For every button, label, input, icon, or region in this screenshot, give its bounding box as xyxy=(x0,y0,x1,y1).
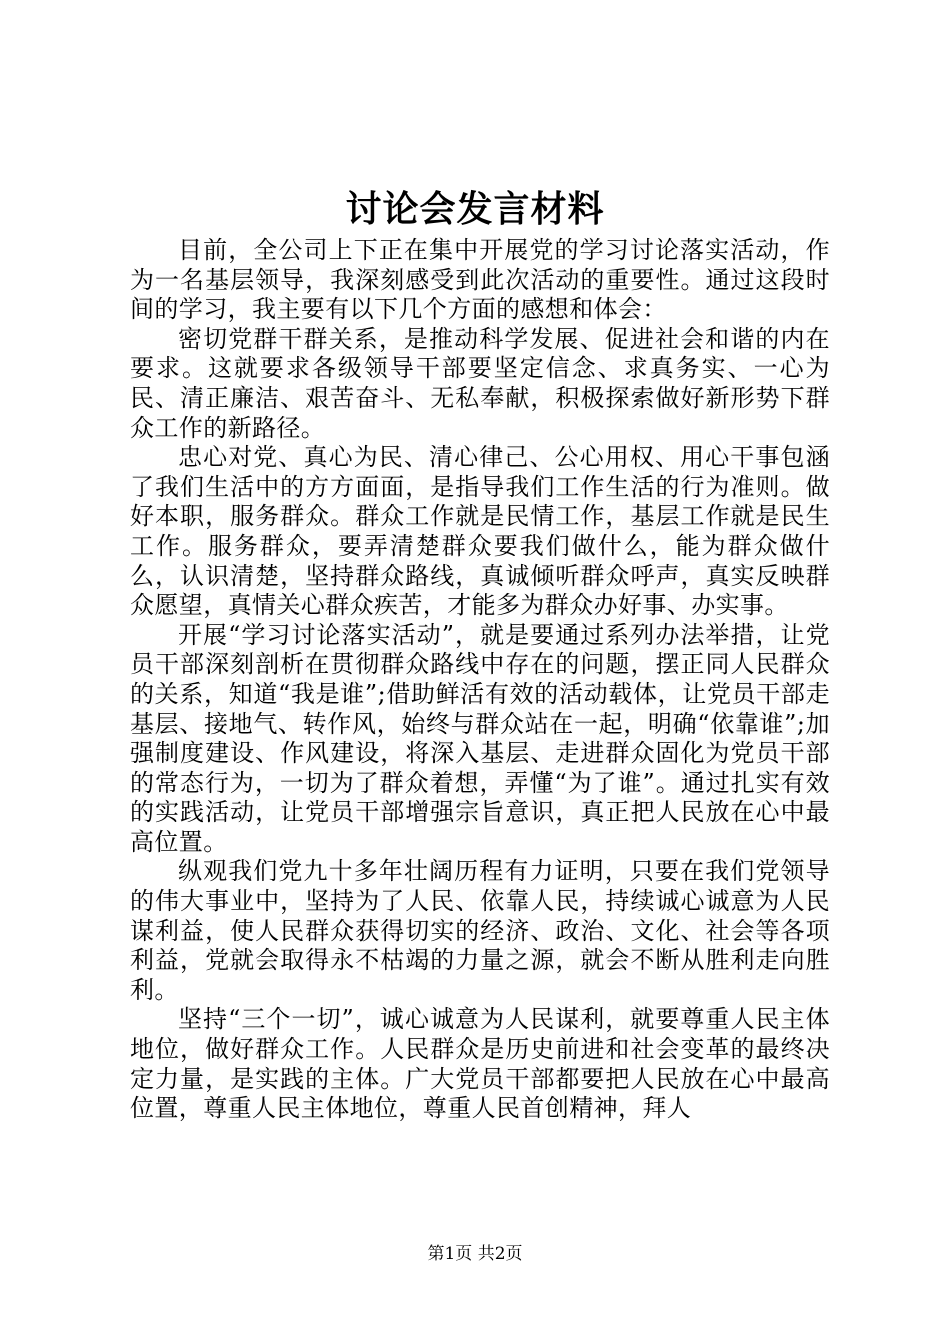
paragraph-2: 密切党群干群关系，是推动科学发展、促进社会和谐的内在要求。这就要求各级领导干部要坚定信念、求真务实、一心为民、清正廉洁、艰苦奋斗、无私奉献，积极探索做好新形势下群众工作的新路径。 xyxy=(130,324,830,442)
page-number-footer: 第1页 共2页 xyxy=(427,1244,523,1264)
paragraph-6: 坚持“三个一切”，诚心诚意为人民谋利，就要尊重人民主体地位，做好群众工作。人民群众是历史前进和社会变革的最终决定力量，是实践的主体。广大党员干部都要把人民放在心中最高位置，尊重人民主体地位，尊重人民首创精神，拜人 xyxy=(130,1005,830,1123)
paragraph-1: 目前，全公司上下正在集中开展党的学习讨论落实活动，作为一名基层领导，我深刻感受到此次活动的重要性。通过这段时间的学习，我主要有以下几个方面的感想和体会： xyxy=(130,236,830,324)
paragraph-5: 纵观我们党九十多年壮阔历程有力证明，只要在我们党领导的伟大事业中，坚持为了人民、依靠人民，持续诚心诚意为人民谋利益，使人民群众获得切实的经济、政治、文化、社会等各项利益，党就会取得永不枯竭的力量之源，就会不断从胜利走向胜利。 xyxy=(130,857,830,1004)
document-title: 讨论会发言材料 xyxy=(345,188,605,230)
paragraph-4: 开展“学习讨论落实活动”，就是要通过系列办法举措，让党员干部深刻剖析在贯彻群众路线中存在的问题，摆正同人民群众的关系，知道“我是谁”;借助鲜活有效的活动载体，让党员干部走基层、接地气、转作风，始终与群众站在一起，明确“依靠谁”;加强制度建设、作风建设，将深入基层、走进群众固化为党员干部的常态行为，一切为了群众着想，弄懂“为了谁”。通过扎实有效的实践活动，让党员干部增强宗旨意识，真正把人民放在心中最高位置。 xyxy=(130,620,830,856)
document-body xyxy=(130,236,830,1124)
paragraph-3: 忠心对党、真心为民、清心律己、公心用权、用心干事包涵了我们生活中的方方面面，是指导我们工作生活的行为准则。做好本职，服务群众。群众工作就是民情工作，基层工作就是民生工作。服务群众，要弄清楚群众要我们做什么，能为群众做什么，认识清楚，坚持群众路线，真诚倾听群众呼声，真实反映群众愿望，真情关心群众疾苦，才能多为群众办好事、办实事。 xyxy=(130,443,830,620)
